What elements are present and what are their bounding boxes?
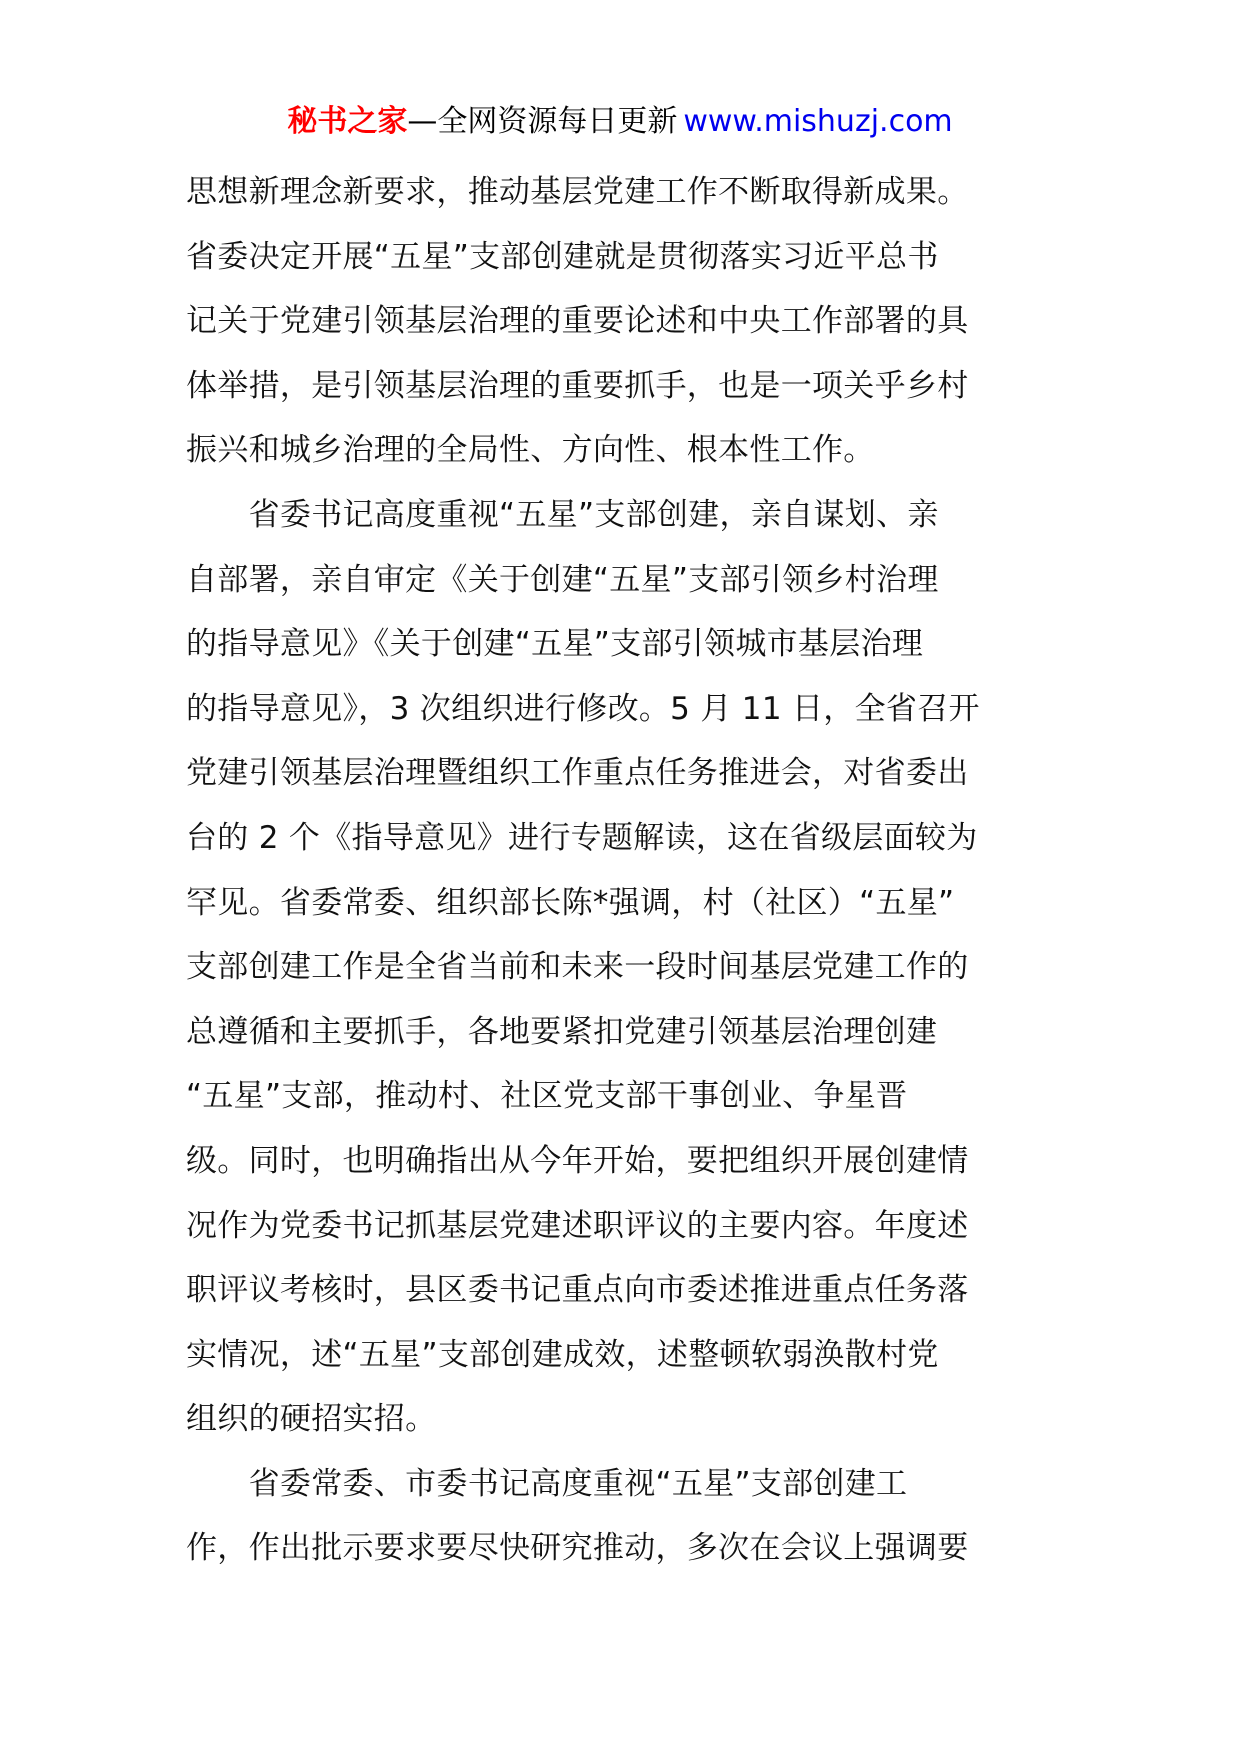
text-line: 级。同时，也明确指出从今年开始，要把组织开展创建情: [186, 1142, 969, 1179]
text-line: 自部署，亲自审定《关于创建“五星”支部引领乡村治理: [186, 561, 939, 598]
text-line: 的指导意见》《关于创建“五星”支部引领城市基层治理: [186, 626, 924, 663]
text-line: 作，作出批示要求要尽快研究推动，多次在会议上强调要: [186, 1530, 969, 1567]
text-line: 党建引领基层治理暨组织工作重点任务推进会，对省委出: [186, 755, 969, 792]
text-line: 记关于党建引领基层治理的重要论述和中央工作部署的具: [186, 303, 969, 340]
text-line: 实情况，述“五星”支部创建成效，述整顿软弱涣散村党: [186, 1336, 939, 1373]
text-line: “五星”支部，推动村、社区党支部干事创业、争星晋: [186, 1078, 908, 1115]
text-line: 职评议考核时，县区委书记重点向市委述推进重点任务落: [186, 1272, 969, 1309]
text-line: 支部创建工作是全省当前和未来一段时间基层党建工作的: [186, 949, 969, 986]
text-line: 台的 2 个《指导意见》进行专题解读，这在省级层面较为: [186, 819, 978, 856]
site-tagline: —全网资源每日更新: [407, 104, 678, 139]
site-brand: 秘书之家: [287, 104, 408, 139]
text-line: 体举措，是引领基层治理的重要抓手，也是一项关乎乡村: [186, 367, 969, 404]
text-line: 组织的硬招实招。: [186, 1401, 437, 1438]
page-header: [0, 100, 1240, 144]
text-line: 罕见。省委常委、组织部长陈*强调，村（社区）“五星”: [186, 884, 955, 921]
text-line: 况作为党委书记抓基层党建述职评议的主要内容。年度述: [186, 1207, 969, 1244]
text-line: 振兴和城乡治理的全局性、方向性、根本性工作。: [186, 432, 875, 469]
site-url-link[interactable]: www.mishuzj.com: [683, 104, 953, 139]
text-line: 的指导意见》，3 次组织进行修改。5 月 11 日，全省召开: [186, 690, 980, 727]
document-body: [186, 160, 1054, 1581]
text-line: 总遵循和主要抓手，各地要紧扣党建引领基层治理创建: [186, 1013, 938, 1050]
text-line: 省委常委、市委书记高度重视“五星”支部创建工: [186, 1465, 908, 1502]
text-line: 省委决定开展“五星”支部创建就是贯彻落实习近平总书: [186, 238, 939, 275]
text-line: 省委书记高度重视“五星”支部创建，亲自谋划、亲: [186, 496, 939, 533]
text-line: 思想新理念新要求，推动基层党建工作不断取得新成果。: [186, 174, 969, 210]
